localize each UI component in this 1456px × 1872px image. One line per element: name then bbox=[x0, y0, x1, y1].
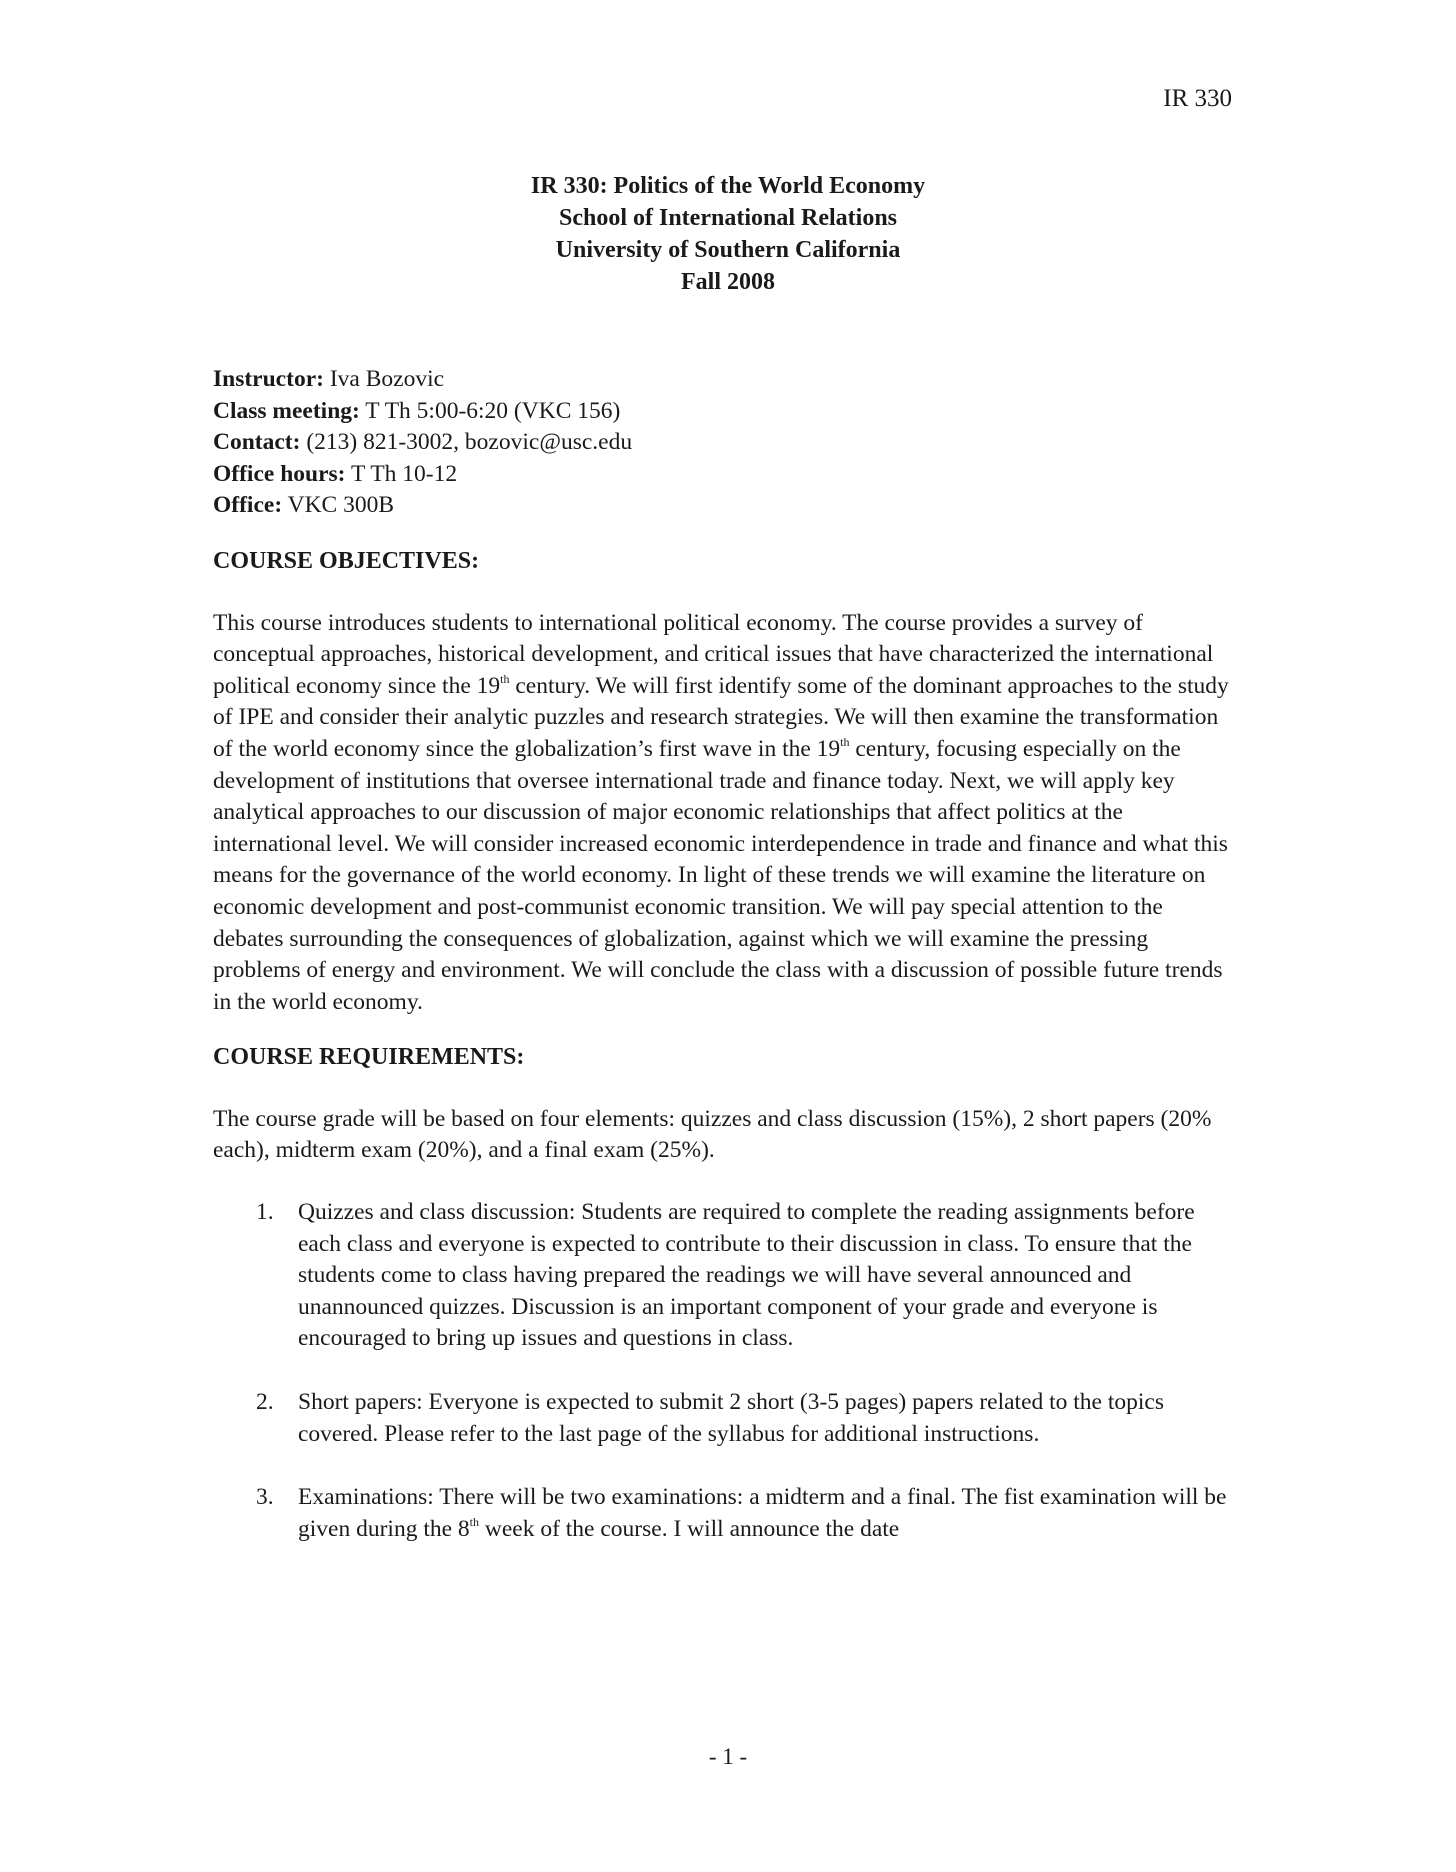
objectives-paragraph bbox=[213, 608, 1233, 1019]
list-item bbox=[213, 1387, 1233, 1450]
objectives-text-3: century, focusing especially on the development of institutions that oversee international trade and finance today. Next, we will apply key analytical approaches to our discussion of major economic relationships that affect politics at the international level. We will consider increased economic interdependence in trade and finance and what this means for the governance of the world economy. In light of these trends we will examine the literature on economic development and post-communist economic transition. We will pay special attention to the debates surrounding the consequences of globalization, against which we will examine the pressing problems of energy and environment. We will conclude the class with a discussion of possible future trends in the world economy. bbox=[213, 735, 1228, 1015]
list-item-sup: th bbox=[469, 1514, 479, 1529]
list-item-number: 1. bbox=[256, 1199, 274, 1226]
school-name: School of International Relations bbox=[558, 205, 897, 231]
main-content bbox=[213, 364, 1233, 1545]
list-item bbox=[213, 1197, 1233, 1355]
list-item bbox=[213, 1482, 1233, 1545]
title-block bbox=[0, 170, 1456, 298]
list-item-text: Short papers: Everyone is expected to submit 2 short (3-5 pages) papers related to the topics covered. Please refer to the last page of the syllabus for additional instructions. bbox=[298, 1389, 1165, 1447]
course-title: IR 330: Politics of the World Economy bbox=[530, 173, 926, 199]
list-item-number: 3. bbox=[256, 1484, 274, 1511]
office-hours-value: T Th 10-12 bbox=[345, 460, 458, 487]
list-item-number: 2. bbox=[256, 1389, 274, 1416]
term: Fall 2008 bbox=[681, 269, 775, 295]
objectives-text-1: This course introduces students to international political economy. The course provides a survey of conceptual approaches, historical development, and critical issues that have characterized the international political economy since the 19 bbox=[213, 609, 1214, 699]
instructor-value: Iva Bozovic bbox=[323, 366, 445, 392]
requirements-heading: COURSE REQUIREMENTS: bbox=[213, 1044, 525, 1071]
office-value: VKC 300B bbox=[282, 492, 395, 519]
meeting-value: T Th 5:00-6:20 (VKC 156) bbox=[359, 397, 621, 424]
objectives-heading: COURSE OBJECTIVES: bbox=[213, 547, 480, 574]
page-number: - 1 - bbox=[708, 1744, 748, 1769]
requirements-list bbox=[213, 1197, 1233, 1545]
list-item-text-b: week of the course. I will announce the date bbox=[479, 1515, 900, 1542]
objectives-text-2: century. We will first identify some of the dominant approaches to the study of IPE and consider their analytic puzzles and research strategies. We will then examine the transformation of the world economy since the globalization’s first wave in the 19 bbox=[213, 672, 1229, 762]
course-info bbox=[213, 364, 1233, 522]
objectives-sup-1: th bbox=[500, 671, 510, 686]
instructor-line bbox=[213, 364, 1233, 396]
contact-label: Contact: bbox=[213, 429, 301, 456]
list-item-text: Quizzes and class discussion: Students are required to complete the reading assignments before each class and everyone is expected to contribute to their discussion in class. To ensure that the students come to class having prepared the readings we will have several announced and unannounced quizzes. Discussion is an important component of your grade and everyone is encouraged to bring up issues and questions in class. bbox=[298, 1199, 1195, 1352]
contact-value: (213) 821-3002, bozovic@usc.edu bbox=[300, 429, 633, 456]
university-name: University of Southern California bbox=[555, 237, 901, 263]
meeting-label: Class meeting: bbox=[213, 397, 360, 424]
requirements-intro: The course grade will be based on four elements: quizzes and class discussion (15%), 2 short papers (20% each), midterm exam (20%), and a final exam (25%). bbox=[213, 1105, 1212, 1164]
meeting-line bbox=[213, 396, 1233, 428]
office-hours-label: Office hours: bbox=[213, 460, 346, 487]
objectives-sup-2: th bbox=[840, 734, 850, 749]
contact-line bbox=[213, 427, 1233, 459]
instructor-label: Instructor: bbox=[213, 366, 324, 392]
list-item-text-a: Examinations: There will be two examinations: a midterm and a final. The fist examination will be given during the 8 bbox=[298, 1484, 1227, 1542]
office-label: Office: bbox=[213, 492, 283, 519]
office-hours-line bbox=[213, 459, 1233, 491]
office-line bbox=[213, 490, 1233, 522]
running-header: IR 330 bbox=[1163, 85, 1232, 112]
